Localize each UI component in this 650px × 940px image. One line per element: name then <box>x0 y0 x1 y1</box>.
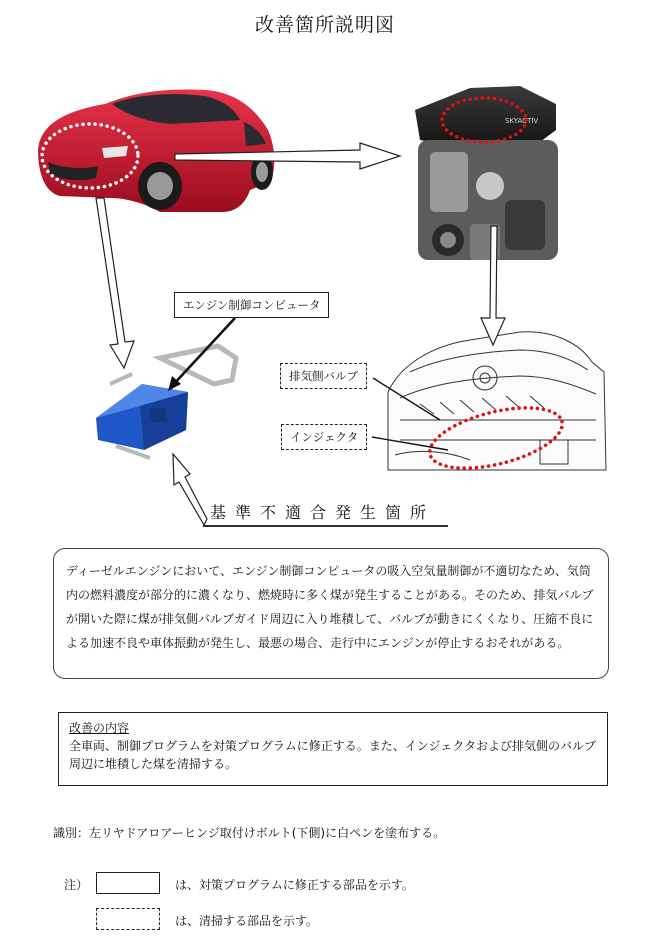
description-text: ディーゼルエンジンにおいて、エンジン制御コンピュータの吸入空気量制御が不適切なため、気筒内の燃料濃度が部分的に濃くなり、燃焼時に多く煤が発生することがある。そのため、排気バルブが開いた際に煤が排気側バルブガイド周辺に入り堆積して、バルブが動きにくくなり、圧縮不良による加速不良や車体振動が発生し、最悪の場合、走行中にエンジンが停止するおそれがある。 <box>66 564 594 650</box>
arrow-car-to-ecu <box>96 198 134 368</box>
legend-dashed-text: は、清掃する部品を示す。 <box>175 914 319 928</box>
ecu-image <box>96 346 236 458</box>
injector-label: インジェクタ <box>281 424 367 450</box>
svg-text:SKYACTIV: SKYACTIV <box>505 117 539 125</box>
ecu-label: エンジン制御コンピュータ <box>174 292 329 318</box>
origin-label: 基準不適合発生箇所 <box>210 503 436 522</box>
improvement-body: 全車両、制御プログラムを対策プログラムに修正する。また、インジェクタおよび排気側のバルブ周辺に堆積した煤を清掃する。 <box>69 739 596 771</box>
improvement-box <box>58 712 608 786</box>
identification-text: 識別：左リヤドアロアーヒンジ取付けボルト(下側)に白ペンを塗布する。 <box>53 826 446 840</box>
car-image <box>38 90 274 212</box>
legend-dashed-box <box>96 908 160 930</box>
page-title: 改善箇所説明図 <box>254 14 395 36</box>
engine-diagram <box>388 332 606 480</box>
legend-solid-text: は、対策プログラムに修正する部品を示す。 <box>175 878 414 892</box>
arrow-origin-to-ecu <box>173 454 207 525</box>
exhaust-valve-label: 排気側バルブ <box>280 363 367 389</box>
improvement-heading: 改善の内容 <box>69 721 130 735</box>
engine-image <box>415 86 558 260</box>
note-label: 注） <box>64 878 89 892</box>
legend-solid-box <box>96 872 160 894</box>
description-box <box>53 548 609 679</box>
